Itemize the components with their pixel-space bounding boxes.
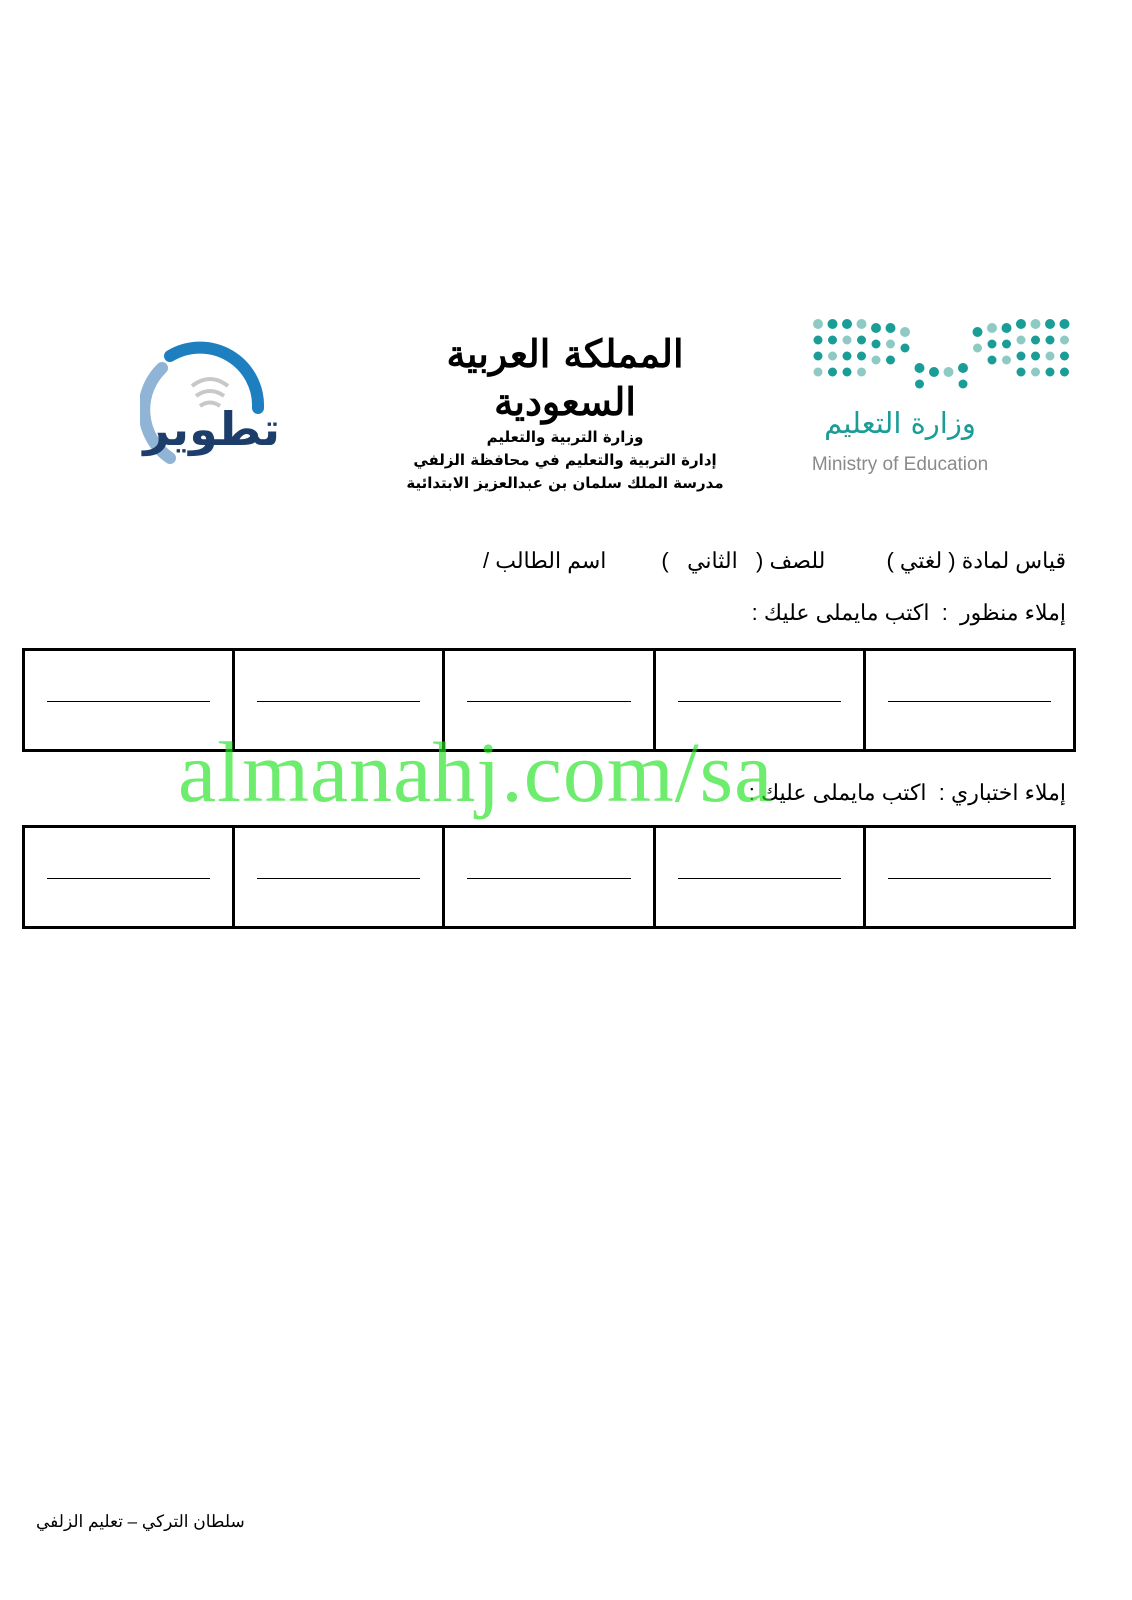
moe-dot bbox=[988, 356, 997, 365]
answer-blank-line bbox=[888, 701, 1051, 702]
answer-cell[interactable] bbox=[653, 828, 863, 926]
moe-dot bbox=[987, 323, 997, 333]
moe-dot bbox=[1017, 336, 1026, 345]
moe-dot bbox=[929, 367, 939, 377]
tatweer-logo bbox=[140, 338, 280, 488]
moe-dot bbox=[814, 352, 823, 361]
moe-dot bbox=[1002, 323, 1012, 333]
moe-dot bbox=[900, 327, 910, 337]
answer-blank-line bbox=[257, 701, 420, 702]
moe-dot bbox=[1031, 336, 1040, 345]
header-titles bbox=[380, 330, 750, 495]
moe-dot bbox=[944, 367, 954, 377]
moe-dot bbox=[857, 319, 867, 329]
moe-dot bbox=[843, 336, 852, 345]
answer-cell[interactable] bbox=[232, 828, 442, 926]
moe-dot bbox=[1060, 319, 1070, 329]
moe-english-name: Ministry of Education bbox=[811, 454, 989, 475]
moe-dot bbox=[872, 356, 881, 365]
moe-dot bbox=[843, 368, 852, 377]
tatweer-wordmark: تطوير bbox=[143, 402, 280, 456]
moe-dot bbox=[843, 352, 852, 361]
moe-dot bbox=[1016, 319, 1026, 329]
moe-dot bbox=[1046, 336, 1055, 345]
section1-instruction: إملاء منظور : اكتب مايملى عليك : bbox=[751, 600, 1066, 625]
footer-credit: سلطان التركي – تعليم الزلفي bbox=[36, 1512, 245, 1531]
moe-dot bbox=[1060, 336, 1069, 345]
section2-instruction: إملاء اختباري : اكتب مايملى عليك : bbox=[748, 780, 1066, 805]
moe-dot bbox=[1045, 319, 1055, 329]
moe-dot bbox=[814, 336, 823, 345]
moe-dot bbox=[886, 323, 896, 333]
moe-dot bbox=[915, 363, 925, 373]
moe-dot bbox=[988, 340, 997, 349]
answer-blank-line bbox=[47, 701, 210, 702]
answer-cell[interactable] bbox=[863, 651, 1073, 749]
answer-blank-line bbox=[467, 878, 630, 879]
kingdom-title: المملكة العربية السعودية bbox=[446, 331, 684, 424]
administration-line: إدارة التربية والتعليم في محافظة الزلفي bbox=[413, 451, 717, 469]
section2-answer-table bbox=[22, 825, 1076, 929]
answer-blank-line bbox=[678, 878, 841, 879]
moe-dot bbox=[813, 319, 823, 329]
ministry-of-education-logo bbox=[810, 318, 1080, 488]
moe-dot bbox=[901, 344, 910, 353]
moe-dot bbox=[828, 336, 837, 345]
answer-blank-line bbox=[257, 878, 420, 879]
moe-dot bbox=[1060, 368, 1069, 377]
moe-dot bbox=[958, 363, 968, 373]
moe-dot bbox=[1046, 368, 1055, 377]
moe-arabic-name: وزارة التعليم bbox=[824, 406, 976, 440]
moe-dot bbox=[857, 368, 866, 377]
answer-blank-line bbox=[678, 701, 841, 702]
moe-dot bbox=[871, 323, 881, 333]
moe-dot bbox=[842, 319, 852, 329]
answer-cell[interactable] bbox=[442, 828, 652, 926]
moe-dot bbox=[828, 368, 837, 377]
moe-dot bbox=[1060, 352, 1069, 361]
moe-dot bbox=[915, 380, 924, 389]
moe-dot bbox=[959, 380, 968, 389]
school-line: مدرسة الملك سلمان بن عبدالعزيز الابتدائية bbox=[406, 474, 724, 492]
answer-blank-line bbox=[888, 878, 1051, 879]
answer-blank-line bbox=[47, 878, 210, 879]
moe-dot bbox=[1017, 368, 1026, 377]
moe-dot bbox=[886, 356, 895, 365]
watermark: almanahj.com/sa bbox=[178, 724, 774, 820]
moe-dot bbox=[814, 368, 823, 377]
moe-dot bbox=[1002, 340, 1011, 349]
answer-cell[interactable] bbox=[863, 828, 1073, 926]
moe-dots-icon bbox=[810, 318, 1080, 398]
moe-dot bbox=[1002, 356, 1011, 365]
moe-dot bbox=[857, 352, 866, 361]
moe-dot bbox=[973, 327, 983, 337]
moe-dot bbox=[1017, 352, 1026, 361]
moe-dot bbox=[828, 319, 838, 329]
moe-dot bbox=[973, 344, 982, 353]
moe-dot bbox=[857, 336, 866, 345]
subject-grade-student-line: قياس لمادة ( لغتي ) للصف ( الثاني ) اسم الطالب / bbox=[483, 548, 1066, 573]
moe-dot bbox=[1031, 352, 1040, 361]
answer-blank-line bbox=[467, 701, 630, 702]
moe-dot bbox=[1046, 352, 1055, 361]
moe-dot bbox=[828, 352, 837, 361]
answer-cell[interactable] bbox=[25, 828, 232, 926]
ministry-line: وزارة التربية والتعليم bbox=[486, 428, 644, 446]
moe-dot bbox=[1031, 368, 1040, 377]
moe-dot bbox=[886, 340, 895, 349]
moe-dot bbox=[1031, 319, 1041, 329]
moe-dot bbox=[872, 340, 881, 349]
